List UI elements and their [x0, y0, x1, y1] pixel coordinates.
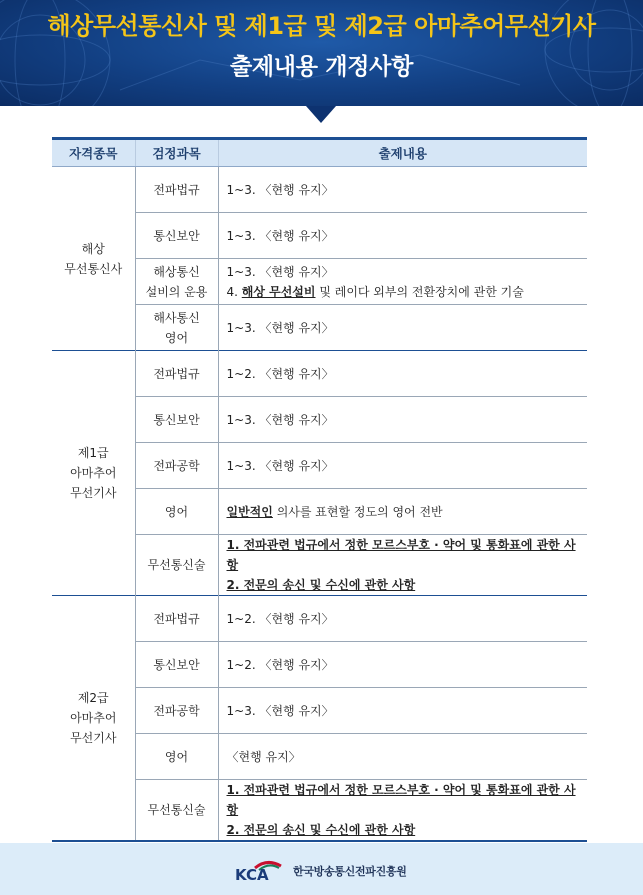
content-line: 1~3. 〈현행 유지〉 [226, 264, 334, 279]
content-cell [218, 642, 587, 688]
table-header-row [52, 139, 587, 167]
content-line [227, 502, 588, 522]
subject-cell [135, 688, 218, 734]
title-line-1: 해상무선통신사 및 제1급 및 제2급 아마추어무선기사 [47, 12, 596, 40]
content-line: 1~3. 〈현행 유지〉 [226, 458, 334, 473]
content-cell [218, 443, 587, 489]
content-line: 1~3. 〈현행 유지〉 [226, 320, 334, 335]
content-line-underlined: 2. 전문의 송신 및 수신에 관한 사항 [226, 823, 416, 837]
qualification-line: 제1급 [77, 446, 109, 460]
content-fragment-underlined: 일반적인 [226, 504, 273, 519]
subject-label: 통신보안 [153, 657, 200, 672]
qualification-cell [52, 351, 135, 596]
kca-logo-mark [233, 860, 289, 882]
subject-label: 통신보안 [153, 412, 200, 427]
content-line: 1~3. 〈현행 유지〉 [226, 228, 334, 243]
content-cell [218, 688, 587, 734]
header-pointer-arrow [306, 106, 336, 123]
content-line: 1~3. 〈현행 유지〉 [226, 412, 334, 427]
subject-label: 전파법규 [153, 182, 200, 197]
subject-cell [135, 167, 218, 213]
content-line: 1~3. 〈현행 유지〉 [226, 182, 334, 197]
table-row [52, 167, 587, 213]
page-header [0, 0, 643, 106]
content-line: 1~3. 〈현행 유지〉 [226, 703, 334, 718]
content-fragment: 의사를 표현할 정도의 영어 전반 [272, 504, 443, 519]
content-line-underlined: 2. 전문의 송신 및 수신에 관한 사항 [226, 578, 416, 592]
subject-cell [135, 642, 218, 688]
content-cell [218, 780, 587, 842]
content-line-underlined: 1. 전파관련 법규에서 정한 모르스부호 · 약어 및 통화표에 관한 사항 [226, 538, 576, 572]
qualification-line: 해상 [81, 241, 105, 256]
column-header-subject: 검정과목 [135, 139, 218, 167]
qualification-line: 제2급 [77, 691, 109, 705]
subject-cell [135, 259, 218, 305]
qualification-cell [52, 596, 135, 842]
content-cell [218, 259, 587, 305]
content-cell [218, 734, 587, 780]
subject-label: 무선통신술 [147, 558, 206, 572]
kca-swoosh-icon [233, 860, 289, 882]
subject-label: 전파법규 [153, 366, 200, 381]
content-line: 〈현행 유지〉 [226, 749, 301, 764]
subject-cell [135, 780, 218, 842]
qualification-line: 무선기사 [70, 731, 117, 745]
content-cell [218, 351, 587, 397]
subject-label: 해상통신 [153, 264, 200, 279]
content-fragment-underlined: 해상 무선설비 [241, 284, 316, 299]
subject-label: 영어 [164, 749, 189, 764]
content-cell [218, 535, 587, 596]
subject-label: 전파법규 [153, 611, 200, 626]
content-line-underlined: 1. 전파관련 법규에서 정한 모르스부호 · 약어 및 통화표에 관한 사항 [226, 783, 576, 817]
qualification-cell [52, 167, 135, 351]
qualification-line: 아마추어 [70, 466, 117, 480]
subject-cell [135, 535, 218, 596]
content-cell [218, 397, 587, 443]
table-row [52, 351, 587, 397]
subject-cell [135, 734, 218, 780]
title-line-2: 출제내용 개정사항 [229, 54, 414, 80]
subject-label: 전파공학 [153, 458, 200, 473]
content-cell [218, 596, 587, 642]
subject-label: 통신보안 [153, 228, 200, 243]
subject-cell [135, 596, 218, 642]
column-header-content: 출제내용 [218, 139, 587, 167]
subject-label: 설비의 운용 [145, 284, 208, 299]
subject-label: 해사통신 [153, 310, 200, 325]
revision-table [52, 137, 587, 842]
subject-cell [135, 305, 218, 351]
subject-label: 영어 [164, 330, 189, 345]
subject-cell [135, 443, 218, 489]
content-cell [218, 305, 587, 351]
organization-name: 한국방송통신전파진흥원 [293, 865, 407, 878]
column-header-qualification: 자격종목 [52, 139, 135, 167]
kca-logo [233, 860, 407, 882]
content-cell [218, 167, 587, 213]
content-cell [218, 213, 587, 259]
subject-cell [135, 351, 218, 397]
subject-label: 영어 [164, 504, 189, 519]
content-line: 1~2. 〈현행 유지〉 [226, 611, 334, 626]
qualification-line: 아마추어 [70, 711, 117, 725]
content-fragment: 4. [226, 284, 242, 299]
table-row [52, 596, 587, 642]
content-line: 1~2. 〈현행 유지〉 [226, 366, 334, 381]
subject-cell [135, 213, 218, 259]
content-line: 1~2. 〈현행 유지〉 [226, 657, 334, 672]
content-line [227, 282, 588, 302]
subject-label: 무선통신술 [147, 803, 206, 817]
content-fragment: 및 레이다 외부의 전환장치에 관한 기술 [315, 284, 524, 299]
qualification-line: 무선기사 [70, 486, 117, 500]
subject-label: 전파공학 [153, 703, 200, 718]
subject-cell [135, 489, 218, 535]
kca-logo-text: KCA [235, 866, 269, 882]
subject-cell [135, 397, 218, 443]
content-cell [218, 489, 587, 535]
qualification-line: 무선통신사 [64, 261, 123, 276]
